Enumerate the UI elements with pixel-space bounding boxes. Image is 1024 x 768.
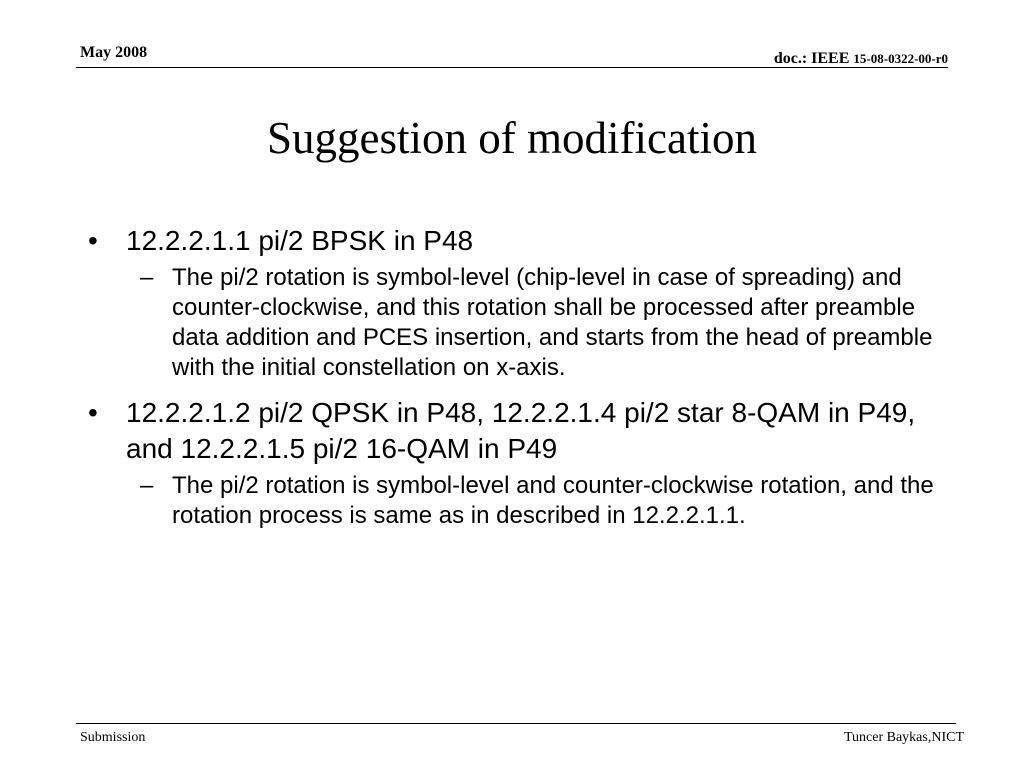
sub-bullet-item: [80, 263, 950, 383]
header-doc-prefix: doc.: IEEE: [773, 50, 854, 67]
bullet-text: 12.2.2.1.1 pi/2 BPSK in P48: [126, 225, 474, 256]
bullet-item: [80, 395, 950, 467]
spacer: [80, 383, 950, 395]
footer-submission: Submission: [80, 730, 146, 745]
sub-bullet-item: [80, 471, 950, 531]
sub-bullet-text: The pi/2 rotation is symbol-level and counter-clockwise rotation, and the rotation process is same as in described in 12.2.2.1.1.: [172, 472, 934, 529]
slide-title: Suggestion of modification: [267, 113, 757, 163]
bullet-item: [80, 223, 950, 259]
header-divider: [76, 67, 948, 68]
sub-bullet-marker: –: [140, 264, 154, 291]
header-date: May 2008: [80, 44, 148, 61]
sub-bullet-text: The pi/2 rotation is symbol-level (chip-level in case of spreading) and counter-clockwise, and this rotation shall be processed after preamble data addition and PCES insertion, and starts from the head of preamble with the initial constellation on x-axis.: [172, 264, 933, 381]
bullet-marker: •: [88, 225, 98, 256]
bullet-marker: •: [88, 397, 98, 428]
header-doc-id: [774, 50, 948, 68]
sub-bullet-marker: –: [140, 472, 154, 499]
footer-author: Tuncer Baykas,NICT: [843, 730, 964, 745]
slide-body: [80, 223, 950, 531]
bullet-text: 12.2.2.1.2 pi/2 QPSK in P48, 12.2.2.1.4 pi/2 star 8-QAM in P49, and 12.2.2.1.5 pi/2 16-QAM in P49: [126, 397, 916, 464]
header-doc-number: 15-08-0322-00-r0: [853, 51, 948, 66]
footer-divider: [76, 723, 956, 724]
